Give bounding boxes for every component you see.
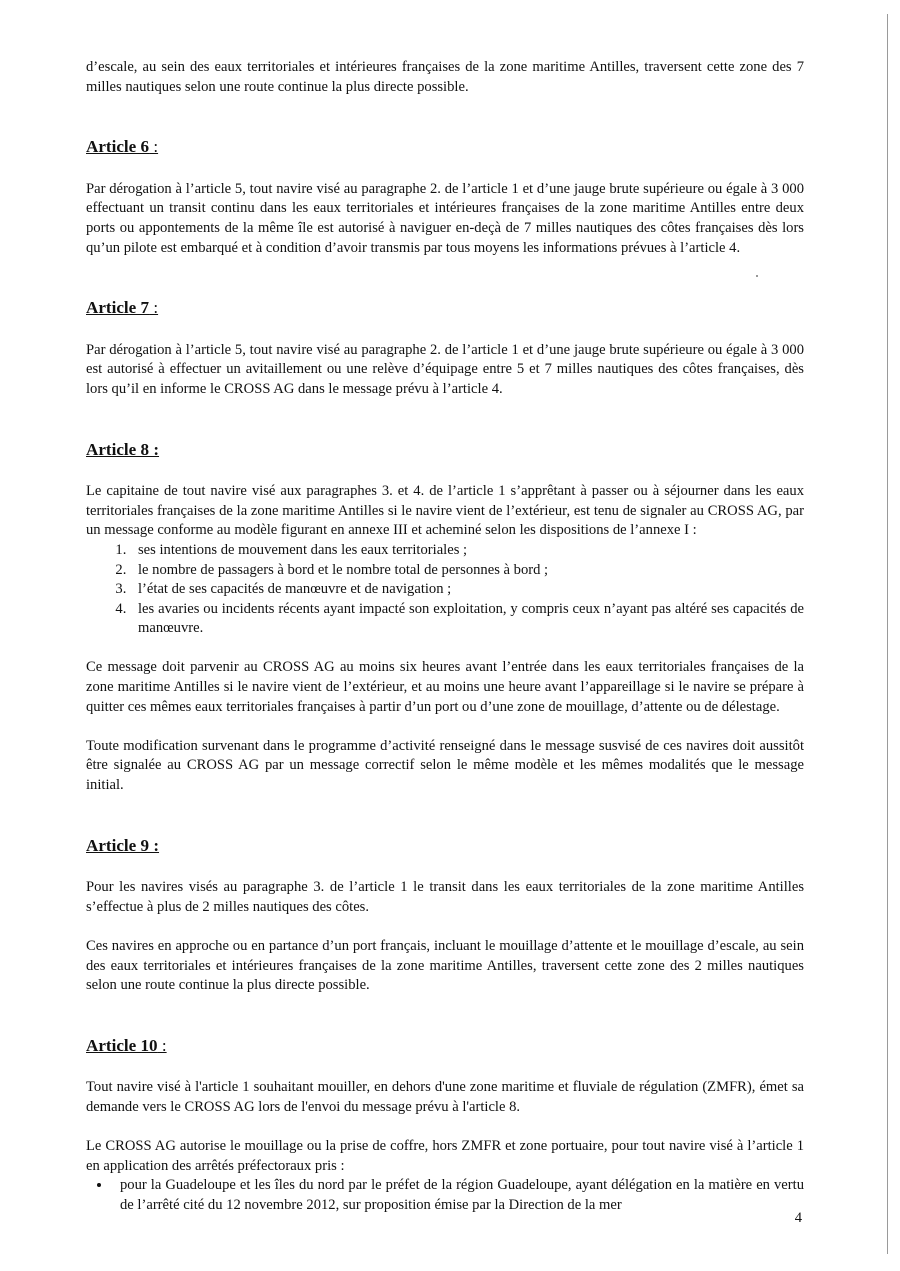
article-10-paragraph-1: Tout navire visé à l'article 1 souhaitant mouiller, en dehors d'une zone maritime et fluviale de régulation (ZMFR), émet sa demande vers le CROSS AG lors de l'envoi du message prévu à l'article 8. xyxy=(86,1079,804,1115)
article-7-heading xyxy=(86,298,804,318)
list-item: 1. ses intentions de mouvement dans les eaux territoriales ; xyxy=(130,541,804,561)
list-item: 3. l’état de ses capacités de manœuvre et de navigation ; xyxy=(130,580,804,600)
article-10-title: Article 10 xyxy=(86,1035,158,1055)
document-page xyxy=(86,58,804,1216)
article-10-paragraph-2: Le CROSS AG autorise le mouillage ou la prise de coffre, hors ZMFR et zone portuaire, pour tout navire visé à l’article 1 en application des arrêtés préfectoraux pris : xyxy=(86,1138,804,1174)
article-8-heading: Article 8 : xyxy=(86,439,160,459)
intro-paragraph: d’escale, au sein des eaux territoriales et intérieures françaises de la zone maritime Antilles, traversent cette zone des 7 milles nautiques selon une route continue la plus directe possible. xyxy=(86,59,804,95)
article-8-list xyxy=(86,541,804,639)
article-6-title: Article 6 xyxy=(86,137,150,157)
article-6-paragraph: Par dérogation à l’article 5, tout navire visé au paragraphe 2. de l’article 1 et d’une jauge brute supérieure ou égale à 3 000 effectuant un transit continu dans les eaux territoriales et intérieures françaises de la zone maritime Antilles entre deux ports ou appontements de la même île est autorisé à naviguer en-deçà de 7 milles nautiques des côtes françaises dès lors qu’un pilote est embarqué et à condition d’avoir transmis par tous moyens les informations prévues à l’article 4. xyxy=(86,180,804,256)
article-6-heading xyxy=(86,137,804,157)
list-item: 4. les avaries ou incidents récents ayant impacté son exploitation, y compris ceux n’ayant pas altéré ses capacités de manœuvre. xyxy=(130,600,804,639)
article-7-colon: : xyxy=(149,298,159,318)
article-9-paragraph-1: Pour les navires visés au paragraphe 3. de l’article 1 le transit dans les eaux territoriales de la zone maritime Antilles s’effectue à plus de 2 milles nautiques des côtes. xyxy=(86,879,804,915)
article-8-paragraph-2: Ce message doit parvenir au CROSS AG au moins six heures avant l’entrée dans les eaux territoriales françaises de la zone maritime Antilles si le navire vient de l’extérieur, et au moins une heure avant l’appareillage si le navire se prépare à quitter ces mêmes eaux territoriales françaises à partir d’un port ou d’une zone de mouillage, d’attente ou de délestage. xyxy=(86,659,804,715)
article-9-paragraph-2: Ces navires en approche ou en partance d’un port français, incluant le mouillage d’attente et le mouillage d’escale, au sein des eaux territoriales et intérieures françaises de la zone maritime Antilles, traversent cette zone des 2 milles nautiques selon une route continue la plus directe possible. xyxy=(86,938,804,994)
list-item: • pour la Guadeloupe et les îles du nord par le préfet de la région Guadeloupe, ayant délégation en la matière en vertu de l’arrêté cité du 12 novembre 2012, sur proposition émise par la Direction de la mer xyxy=(112,1176,804,1215)
margin-rule xyxy=(887,14,888,1254)
list-item: 2. le nombre de passagers à bord et le nombre total de personnes à bord ; xyxy=(130,561,804,581)
article-7-title: Article 7 xyxy=(86,298,150,318)
page-number: 4 xyxy=(794,1210,802,1226)
article-8-paragraph-3: Toute modification survenant dans le programme d’activité renseigné dans le message susvisé de ces navires doit aussitôt être signalée au CROSS AG par un message correctif selon le même modèle et les mêmes modalités que le message initial. xyxy=(86,737,804,794)
article-6-colon: : xyxy=(149,137,159,157)
article-8-paragraph-1: Le capitaine de tout navire visé aux paragraphes 3. et 4. de l’article 1 s’apprêtant à passer ou à séjourner dans les eaux territoriales françaises de la zone maritime Antilles si le navire vient de l’extérieur, est tenu de signaler au CROSS AG, par un message conforme au modèle figurant en annexe III et acheminé selon les dispositions de l’annexe I : xyxy=(86,483,804,539)
article-10-bullets xyxy=(86,1176,804,1215)
article-10-colon: : xyxy=(157,1035,167,1055)
article-9-heading: Article 9 : xyxy=(86,835,160,855)
article-7-paragraph: Par dérogation à l’article 5, tout navire visé au paragraphe 2. de l’article 1 et d’une jauge brute supérieure ou égale à 3 000 est autorisé à effectuer un avitaillement ou une relève d’équipage entre 5 et 7 milles nautiques des côtes françaises, dès lors qu’il en informe le CROSS AG dans le message prévu à l’article 4. xyxy=(86,341,804,397)
article-10-heading xyxy=(86,1036,804,1056)
